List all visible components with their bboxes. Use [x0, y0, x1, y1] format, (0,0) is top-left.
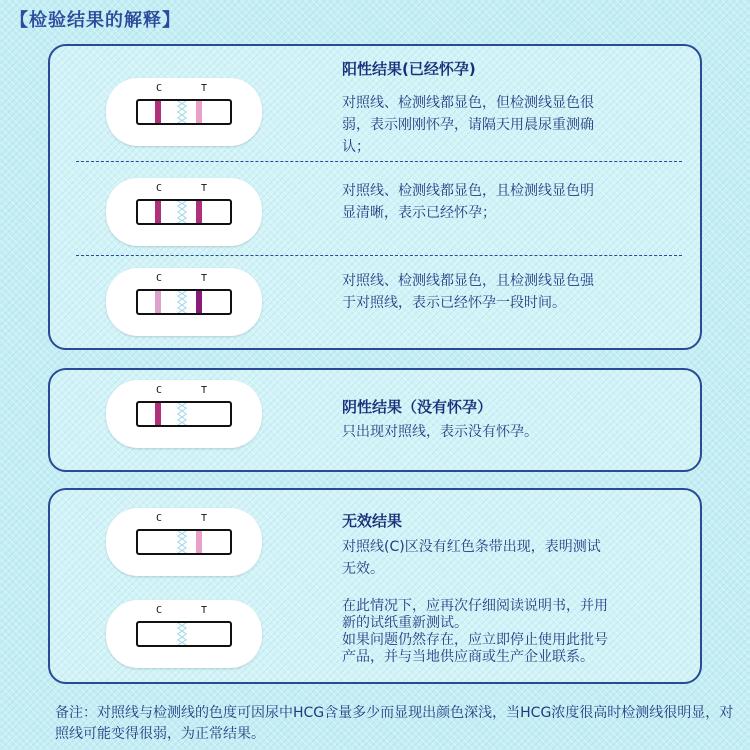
control-line	[155, 291, 161, 313]
control-label: C	[156, 513, 163, 524]
control-line	[155, 201, 161, 223]
control-line	[155, 101, 161, 123]
positive-clear-text: 对照线、检测线都显色，且检测线显色明 显清晰，表示已经怀孕；	[342, 183, 594, 221]
invalid-instructions: 在此情况下，应再次仔细阅读说明书，并用 新的试纸重新测试。 如果问题仍然存在，应立即停止使用此批号 产品，并与当地供应商或生产企业联系。	[342, 598, 608, 665]
result-window	[136, 529, 232, 555]
result-window	[136, 289, 232, 315]
result-window	[136, 621, 232, 647]
test-strip-invalid-2	[106, 600, 262, 668]
divider	[76, 161, 682, 162]
test-strip-positive	[106, 178, 262, 246]
test-line	[196, 101, 202, 123]
positive-strong-text: 对照线、检测线都显色，且检测线显色强 于对照线，表示已经怀孕一段时间。	[342, 273, 594, 311]
wave-icon	[175, 531, 189, 553]
test-label: T	[201, 385, 208, 396]
control-label: C	[156, 605, 163, 616]
test-label: T	[201, 605, 208, 616]
test-strip-strong-positive	[106, 268, 262, 336]
test-strip-negative	[106, 380, 262, 448]
test-line	[196, 531, 202, 553]
control-label: C	[156, 385, 163, 396]
result-window	[136, 99, 232, 125]
test-strip-invalid-1	[106, 508, 262, 576]
invalid-heading: 无效结果	[342, 512, 403, 530]
result-window	[136, 199, 232, 225]
control-line	[155, 403, 161, 425]
divider	[76, 255, 682, 256]
result-window	[136, 401, 232, 427]
negative-heading: 阴性结果（没有怀孕）	[342, 398, 493, 416]
control-label: C	[156, 83, 163, 94]
wave-icon	[175, 623, 189, 645]
wave-icon	[175, 201, 189, 223]
negative-text: 只出现对照线，表示没有怀孕。	[342, 424, 538, 440]
page-title: 【检验结果的解释】	[10, 10, 181, 31]
test-line	[196, 291, 202, 313]
test-line	[196, 201, 202, 223]
test-label: T	[201, 83, 208, 94]
control-label: C	[156, 273, 163, 284]
wave-icon	[175, 291, 189, 313]
test-strip-weak-positive	[106, 78, 262, 146]
positive-weak-text: 对照线、检测线都显色，但检测线显色很 弱，表示刚刚怀孕，请隔天用晨尿重测确 认；	[342, 95, 594, 155]
test-label: T	[201, 183, 208, 194]
test-label: T	[201, 513, 208, 524]
invalid-text: 对照线(C)区没有红色条带出现，表明测试 无效。	[342, 539, 601, 577]
wave-icon	[175, 101, 189, 123]
control-label: C	[156, 183, 163, 194]
wave-icon	[175, 403, 189, 425]
footer-note: 备注：对照线与检测线的色度可因尿中HCG含量多少而显现出颜色深浅，当HCG浓度很高时检测线很明显，对照线可能变得很弱，为正常结果。	[55, 705, 734, 742]
positive-heading: 阳性结果(已经怀孕)	[342, 60, 476, 78]
test-label: T	[201, 273, 208, 284]
